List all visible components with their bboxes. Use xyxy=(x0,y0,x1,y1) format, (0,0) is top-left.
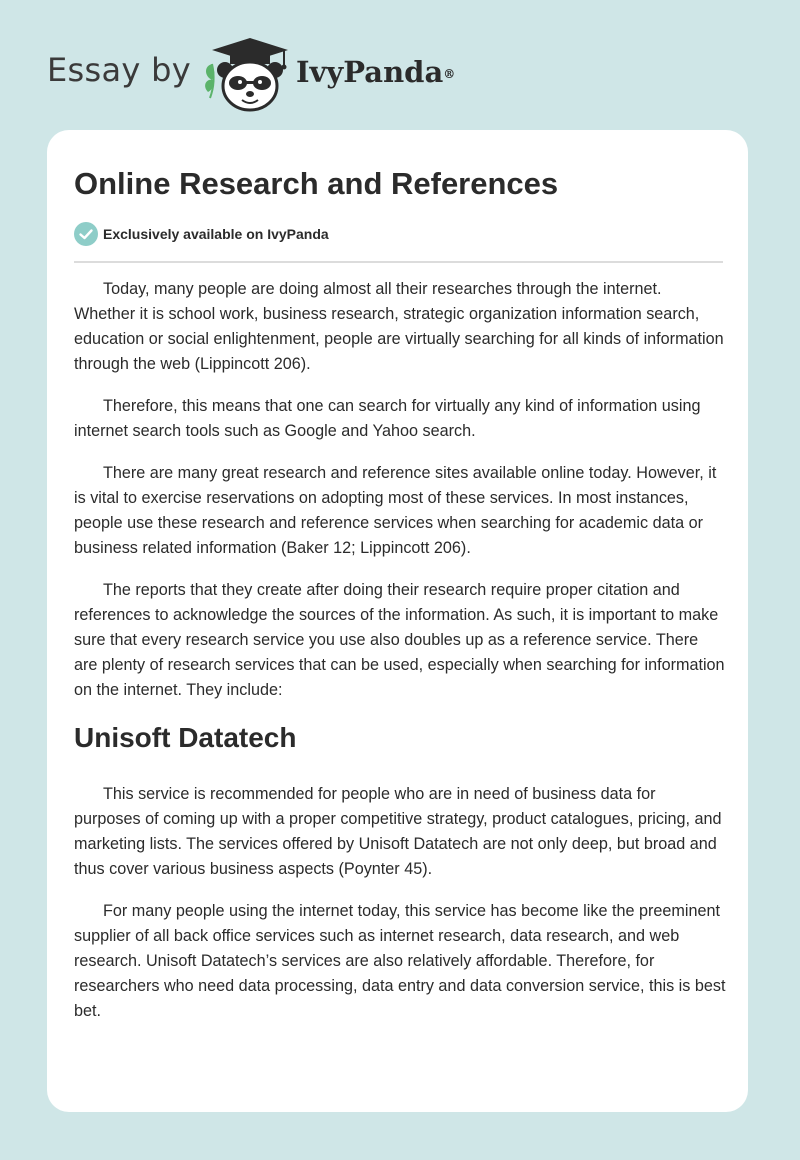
section-heading: Unisoft Datatech xyxy=(74,722,297,753)
essay-by-label: Essay by xyxy=(47,51,191,89)
paragraph: Therefore, this means that one can search for virtually any kind of information using internet search tools such as Google and Yahoo search. xyxy=(74,397,701,440)
brand-name: IvyPanda xyxy=(296,55,444,89)
article-body xyxy=(74,277,726,1041)
divider xyxy=(74,261,723,263)
brand-logo-text[interactable] xyxy=(296,52,455,92)
check-circle-icon xyxy=(74,222,98,246)
paragraph: The reports that they create after doing their research require proper citation and references to acknowledge the sources of the information. As such, it is important to make sure that every research service you use also doubles up as a reference service. There are plenty of research services that can be used, especially when searching for information on the internet. They include: xyxy=(74,581,725,699)
paragraph: Today, many people are doing almost all their researches through the internet. Whether it is school work, business research, strategic organization information search, education or social enlightenment, people are virtually searching for all kinds of information through the web (Lippincott 206). xyxy=(74,280,724,373)
paragraph: There are many great research and reference sites available online today. However, it is vital to exercise reservations on adopting most of these services. In most instances, people use these research and reference services when searching for academic data or business related information (Baker 12; Lippincott 206). xyxy=(74,464,717,557)
page-title: Online Research and References xyxy=(74,166,559,201)
article-card xyxy=(47,130,748,1112)
paragraph: For many people using the internet today, this service has become like the preeminent supplier of all back office services such as internet research, data research, and web research. Unisoft Datatech’s services are also relatively affordable. Therefore, for researchers who need data processing, data entry and data conversion service, this is best bet. xyxy=(74,902,726,1020)
exclusive-badge xyxy=(74,221,329,247)
paragraph: This service is recommended for people who are in need of business data for purposes of coming up with a proper competitive strategy, product catalogues, pricing, and marketing lists. The services offered by Unisoft Datatech are not only deep, but broad and thus cover various business aspects (Poynter 45). xyxy=(74,785,722,878)
exclusive-badge-label: Exclusively available on IvyPanda xyxy=(103,226,329,242)
site-header xyxy=(0,0,800,130)
registered-mark: ® xyxy=(443,67,456,81)
panda-graduate-icon[interactable] xyxy=(200,36,292,112)
